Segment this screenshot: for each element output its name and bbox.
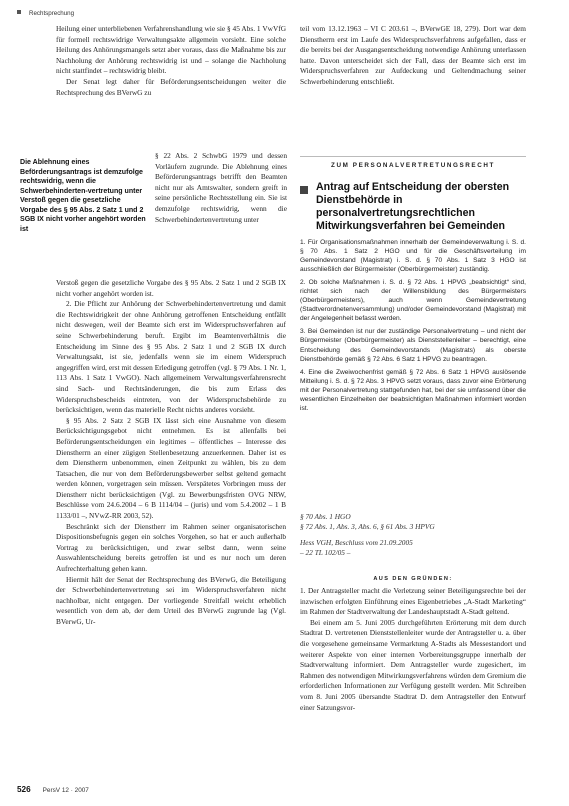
citation-norm: § 72 Abs. 1, Abs. 3, Abs. 6, § 61 Abs. 3 HPVG	[300, 522, 435, 532]
citation-docket: – 22 TL 102/05 –	[300, 547, 351, 557]
paragraph: 2. Die Pflicht zur Anhörung der Schwerbehindertenvertretung und damit die Rechtswidrigkeit der ohne Anhörung getroffenen Entscheidung entfällt nicht deswegen, weil der Beamte sich erst im Widerspruchsverfahren auf seine Schwerbehinderung beruft. Ergibt im Beamtenverhältnis die Entscheidung im Sinne des § 95 Abs. 2 Satz 1 und 2 SGB IX durch Verwaltungsakt, ist sie, jedenfalls wenn sie im einem Widerspruch angegriffen wird, erst mit dessen Erledigung getroffen (vgl. § 79 Abs. 1 Nr. 1, 113 Abs. 1 Satz 1 VwGO). Nach allgemeinem Verwaltungsverfahrensrecht sind Sach- und Rechtsänderungen, die bis zum Erlass des Widerspruchsbescheids eintreten, von der Widerspruchsbehörde zu berücksichtigen, wenn das materielle Recht nichts anderes vorsieht.	[56, 299, 286, 415]
citations	[300, 512, 526, 558]
grounds-heading: AUS DEN GRÜNDEN:	[373, 576, 453, 582]
section-rule	[300, 156, 526, 157]
paragraph: Der Senat legt daher für Beförderungsentscheidungen weiter die Rechtsprechung des BVerwG zu	[56, 76, 286, 97]
headnote: 2. Ob solche Maßnahmen i. S. d. § 72 Abs. 1 HPVG „beabsichtigt“ sind, richtet sich nach der Willensbildung des Bürgermeisters (Oberbürgermeisters), auch wenn Gemeindevertretung (Stadtverordnetenversammlung) und/oder Gemeindevorstand (Magistrat) mit der Angelegenheit befasst werden.	[300, 279, 526, 323]
left-column-top	[56, 24, 286, 98]
paragraph: Beschränkt sich der Dienstherr im Rahmen seiner organisatorischen Dispositionsbefugnis gegen ein solches Vorgehen, so hat er auch außerhalb Vortrag zu berücksichtigen, und zwar selbst dann, wenn seine Auswahlentscheidung bereits getroffen ist und es nur noch um deren Aufrechterhaltung gehen kann.	[56, 521, 286, 574]
header-square-icon	[17, 10, 21, 14]
citation-court: Hess VGH, Beschluss vom 21.09.2005	[300, 537, 413, 547]
paragraph: § 95 Abs. 2 Satz 2 SGB IX lässt sich eine Ausnahme von diesem Berücksichtigungsgebot nicht entnehmen. Es ist allenfalls bei Beförderungsentscheidungen ein legitimes – öffentliches – Interesse des Dienstherrn an einer zügigen Stellenbesetzung anzuerkennen. Daher ist es dem Dienstherrn unbenommen, einen Zeitpunkt zu wählen, bis zu dem Tatsachen, die nur von dem Beförderungsbewerber selbst geltend gemacht werden können, vorgetragen sein müssen. Verspätetes Vorbringen muss der Dienstherr nicht berücksichtigen (Vgl. zu Bewerbungsfristen OVG NRW, Beschlüsse vom 24.6.2004 – 6 B 1114/04 – (juris) und vom 5.4.2002 – 1 B 1133/01 –, NVwZ-RR 2003, 52).	[56, 415, 286, 521]
running-header	[17, 10, 74, 17]
page-footer	[17, 785, 89, 794]
paragraph: teil vom 13.12.1963 – VI C 203.61 –, BVerwGE 18, 279). Dort war dem Dienstherrn erst im Laufe des Widerspruchsverfahrens aufgefallen, dass er die bereits bei der Ausgangsentscheidung notwendige Anhörung unterlassen hatte. Davon unterscheidet sich der Fall, dass der Beamte sich erst im Widerspruchsverfahren zur Aufdeckung und Geltendmachung seiner Schwerbehinderung entschließt.	[300, 24, 526, 86]
paragraph: 1. Der Antragsteller macht die Verletzung seiner Beteiligungsrechte bei der inzwischen erfolgten Einführung eines Eigenbetriebes „A-Stadt Marketing“ im Rahmen der Stadtverwaltung der Landeshauptstadt A-Stadt geltend.	[300, 586, 526, 617]
article-title: Antrag auf Entscheidung der obersten Dienstbehörde in personalvertretungsrechtlichen Mitwirkungsverfahren bei Gemeinden	[316, 181, 510, 232]
headnotes	[300, 238, 526, 417]
paragraph: Verstoß gegen die gesetzliche Vorgabe des § 95 Abs. 2 Satz 1 und 2 SGB IX nicht vorher angehört worden ist.	[56, 278, 286, 298]
paragraph: Hiermit hält der Senat der Rechtsprechung des BVerwG, die Beteiligung der Schwerbehindertenvertretung sei im Widerspruchsverfahren nicht nachholbar, nicht entgegen. Der vorliegende Streitfall weicht erheblich wesentlich von dem ab, der dem Urteil des BVerwG zugrunde lag (Vgl. BVerwG, Ur-	[56, 574, 286, 626]
left-column-bottom	[56, 278, 286, 628]
pull-quote: Die Ablehnung eines Beförderungsantrags ist demzufolge rechtswidrig, wenn die Schwerbehinderten-vertretung unter Verstoß gegen die gesetzliche Vorgabe des § 95 Abs. 2 Satz 1 und 2 SGB IX nicht vorher angehört worden ist	[20, 159, 146, 233]
headnote: 1. Für Organisationsmaßnahmen innerhalb der Gemeindeverwaltung i. S. d. § 70 Abs. 1 Satz 2 HGO und für die Geschäftsverteilung im Gemeindevorstand (Magistrat) i. S. d. § 70 Abs. 1 Satz 3 HGO ist ausschließlich der Bürgermeister (Oberbürgermeister) zuständig.	[300, 239, 526, 274]
headnote: 4. Eine die Zweiwochenfrist gemäß § 72 Abs. 6 Satz 1 HPVG auslösende Mitteilung i. S. d. § 72 Abs. 3 HPVG setzt voraus, dass zuvor eine Erörterung mit der Personalvertretung stattgefunden hat, bei der sie umfassend über die wesentlichen Einzelheiten der beabsichtigten Maßnahmen informiert worden ist.	[300, 368, 526, 412]
paragraph: Heilung einer unterbliebenen Verfahrenshandlung wie sie § 45 Abs. 1 VwVfG für formell rechtswidrige Verwaltungsakte allgemein vorsieht. Eine solche Heilung des Anhörungsmangels setzt aber voraus, dass die Maßnahme bis zur Nachholung der Anhörung rechtswidrig ist und – solange die Nachholung nicht stattfindet – rechtswidrig bleibt.	[56, 24, 286, 76]
right-column-top	[300, 24, 526, 88]
paragraph: Bei einem am 5. Juni 2005 durchgeführten Erörterung mit dem durch Stadtrat D. vertretenen Dienststellenleiter wurde der Antragsteller u. a. über die vorgesehene gemeinsame Vermarktung A-Stadts als Messestandort und weiterer Aspekte von einer internen Vorbereitungsgruppe innerhalb der Stadtverwaltung informiert. Dem Antragsteller wurde zugesichert, im Rahmen des notwendigen Mitwirkungsverfahrens würden dem Gremium die erforderlichen Informationen zur Verfügung gestellt werden. Mit Schreiben vom 8. Juni 2005 übersandte Stadtrat D. dem Antragsteller den Entwurf einer Satzungsvor-	[300, 617, 526, 712]
title-bullet-icon	[300, 186, 308, 194]
header-section: Rechtsprechung	[29, 10, 75, 17]
journal-issue: PersV 12 · 2007	[42, 787, 89, 794]
page-number: 526	[17, 785, 31, 794]
headnote: 3. Bei Gemeinden ist nur der zuständige Personalvertretung – und nicht der Bürgermeister (Oberbürgermeister) als Dienststellenleiter – berechtigt, eine Entscheidung des Gemeindevorstands (Magistrats) als oberste Dienstbehörde gemäß § 72 Abs. 6 Satz 1 HPVG zu beantragen.	[300, 328, 526, 363]
section-heading: ZUM PERSONALVERTRETUNGSRECHT	[331, 162, 495, 169]
citation-norm: § 70 Abs. 1 HGO	[300, 512, 351, 521]
right-column-bottom	[300, 586, 526, 713]
left-column-wrap	[155, 151, 287, 225]
paragraph: § 22 Abs. 2 SchwbG 1979 und dessen Vorläufern zugrunde. Die Ablehnung eines Beförderungsantrags betrifft den Beamten nicht nur als Amtswalter, sondern greift in seine persönliche Rechtsstellung ein. Sie ist demzufolge rechtswidrig, wenn die Schwerbehindertenvertretung unter	[155, 151, 287, 224]
